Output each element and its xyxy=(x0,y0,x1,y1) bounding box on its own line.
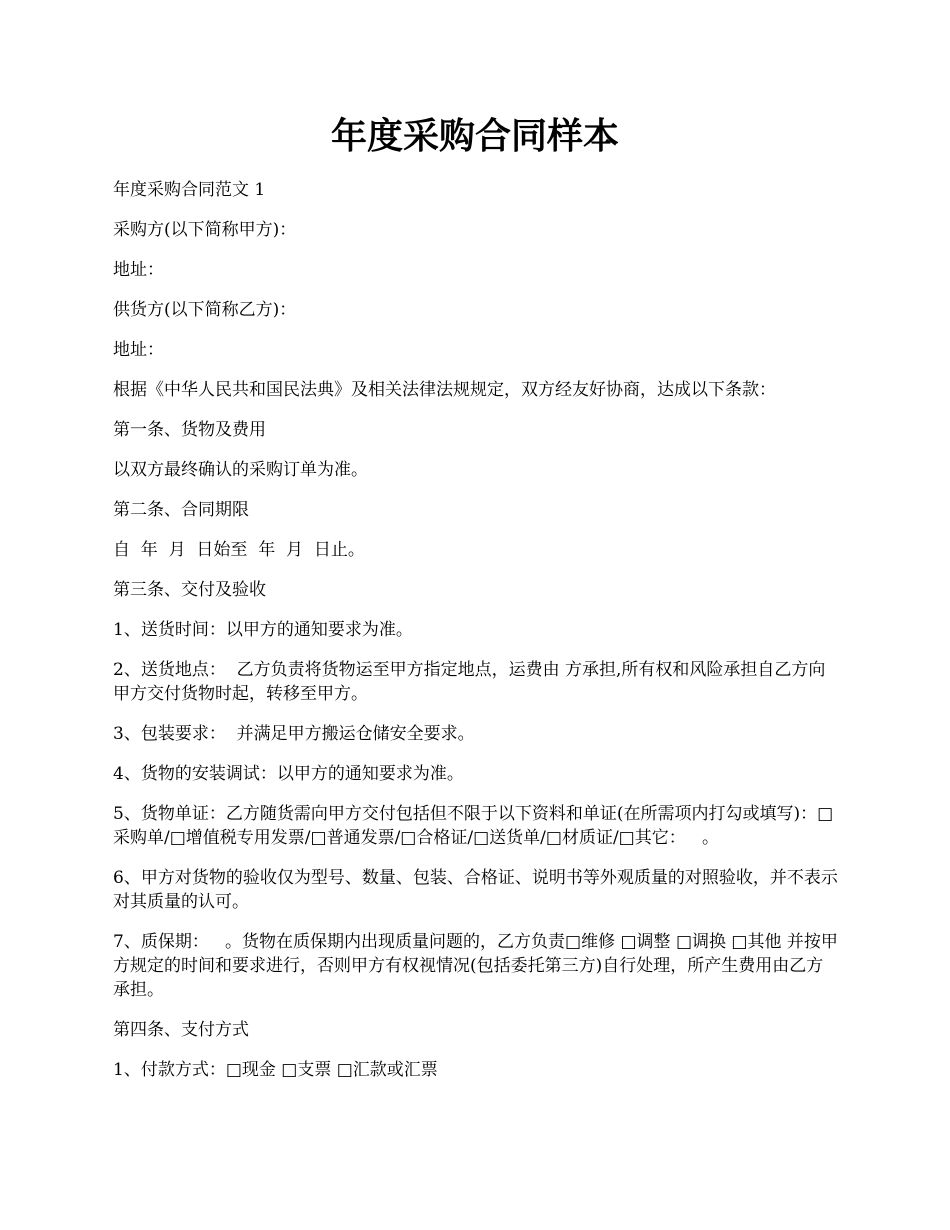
paragraph-article-4-heading: 第四条、支付方式 xyxy=(113,1020,249,1040)
paragraph-preamble: 根据《中华人民共和国民法典》及相关法律法规规定，双方经友好协商，达成以下条款： xyxy=(113,380,776,400)
paragraph-article-1-heading: 第一条、货物及费用 xyxy=(113,420,266,440)
paragraph-buyer: 采购方(以下简称甲方)： xyxy=(113,220,297,240)
paragraph-supplier: 供货方(以下简称乙方)： xyxy=(113,300,297,320)
paragraph-documents: 5、货物单证：乙方随货需向甲方交付包括但不限于以下资料和单证(在所需项内打勾或填写)：□采购单/□增值税专用发票/□普通发票/□合格证/□送货单/□材质证/□其它： 。 xyxy=(113,804,834,848)
paragraph-installation: 4、货物的安装调试：以甲方的通知要求为准。 xyxy=(113,764,464,784)
paragraph-delivery-location: 2、送货地点： 乙方负责将货物运至甲方指定地点，运费由 方承担,所有权和风险承担自乙方向甲方交付货物时起，转移至甲方。 xyxy=(113,660,826,704)
paragraph-delivery-time: 1、送货时间：以甲方的通知要求为准。 xyxy=(113,620,413,640)
paragraph-article-1-text: 以双方最终确认的采购订单为准。 xyxy=(113,460,368,480)
paragraph-subtitle: 年度采购合同范文 1 xyxy=(113,180,266,200)
document-title: 年度采购合同样本 xyxy=(330,115,619,157)
paragraph-inspection: 6、甲方对货物的验收仅为型号、数量、包装、合格证、说明书等外观质量的对照验收，并不表示对其质量的认可。 xyxy=(113,868,838,912)
paragraph-article-2-text: 自 年 月 日始至 年 月 日止。 xyxy=(113,540,365,560)
paragraph-packaging: 3、包装要求： 并满足甲方搬运仓储安全要求。 xyxy=(113,724,475,744)
paragraph-supplier-address: 地址： xyxy=(113,340,164,360)
paragraph-payment-method: 1、付款方式：□现金 □支票 □汇款或汇票 xyxy=(113,1060,438,1080)
paragraph-article-2-heading: 第二条、合同期限 xyxy=(113,500,249,520)
document-body xyxy=(113,178,839,1098)
paragraph-warranty: 7、质保期： 。货物在质保期内出现质量问题的，乙方负责□维修 □调整 □调换 □其他 并按甲方规定的时间和要求进行，否则甲方有权视情况(包括委托第三方)自行处理，所产生费用由乙方承担。 xyxy=(113,932,838,1000)
paragraph-buyer-address: 地址： xyxy=(113,260,164,280)
paragraph-article-3-heading: 第三条、交付及验收 xyxy=(113,580,266,600)
